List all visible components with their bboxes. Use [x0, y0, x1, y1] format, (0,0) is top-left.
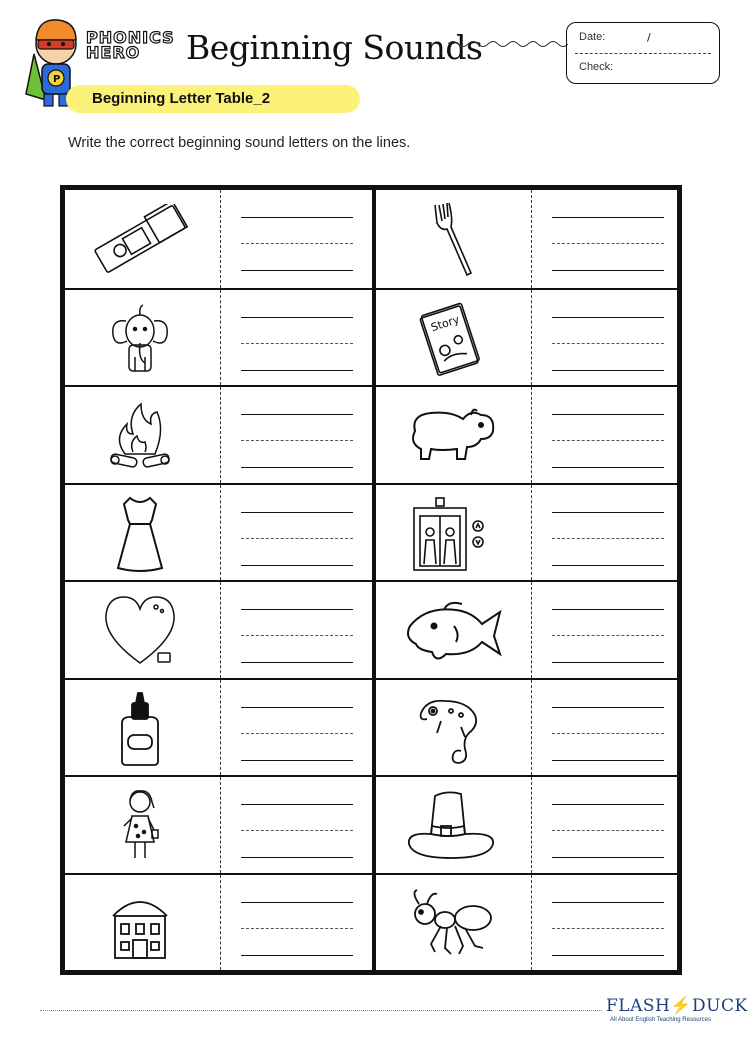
picture-divider	[220, 680, 221, 776]
table-row	[376, 775, 677, 873]
date-divider	[575, 53, 711, 54]
writing-line-base[interactable]	[552, 857, 664, 858]
writing-line-mid[interactable]	[552, 440, 664, 441]
girl-icon	[75, 787, 205, 865]
instruction-text: Write the correct beginning sound letters on the lines.	[68, 135, 411, 151]
picture-divider	[220, 190, 221, 288]
writing-line-mid[interactable]	[552, 733, 664, 734]
writing-line-mid[interactable]	[241, 243, 353, 244]
story-book-icon	[386, 300, 516, 378]
writing-line-top[interactable]	[552, 217, 664, 218]
writing-line-base[interactable]	[552, 370, 664, 371]
writing-line-top[interactable]	[241, 217, 353, 218]
picture-divider	[531, 582, 532, 678]
logo-line-1: PHONICS	[86, 28, 175, 47]
writing-line-base[interactable]	[241, 662, 353, 663]
writing-line-top[interactable]	[241, 804, 353, 805]
table-row	[376, 288, 677, 386]
writing-line-mid[interactable]	[241, 635, 353, 636]
picture-divider	[531, 875, 532, 971]
date-check-box	[566, 22, 720, 84]
chameleon-icon	[386, 690, 516, 768]
writing-line-mid[interactable]	[241, 733, 353, 734]
writing-line-mid[interactable]	[241, 343, 353, 344]
writing-line-top[interactable]	[552, 804, 664, 805]
writing-line-base[interactable]	[241, 857, 353, 858]
table-row	[65, 580, 372, 678]
writing-line-top[interactable]	[552, 902, 664, 903]
picture-divider	[531, 190, 532, 288]
writing-line-top[interactable]	[241, 317, 353, 318]
writing-line-base[interactable]	[241, 467, 353, 468]
writing-line-mid[interactable]	[552, 830, 664, 831]
ant-icon	[386, 885, 516, 963]
writing-line-base[interactable]	[241, 270, 353, 271]
writing-line-top[interactable]	[552, 512, 664, 513]
table-row	[65, 288, 372, 386]
picture-divider	[220, 485, 221, 581]
brand-part-1: FLASH	[606, 996, 671, 1016]
heart-icon	[75, 592, 205, 670]
squiggle-decoration	[448, 38, 568, 50]
fish-icon	[386, 592, 516, 670]
writing-line-top[interactable]	[241, 609, 353, 610]
brand-tagline: All About English Teaching Resources	[610, 1017, 711, 1023]
beginning-letter-table	[60, 185, 682, 975]
hat-icon	[386, 787, 516, 865]
house-icon	[75, 885, 205, 963]
lightning-bolt-icon: ⚡	[670, 996, 693, 1016]
svg-text:P: P	[53, 74, 61, 85]
picture-divider	[220, 387, 221, 483]
table-row	[65, 483, 372, 581]
glue-icon	[75, 690, 205, 768]
picture-divider	[220, 875, 221, 971]
picture-divider	[531, 680, 532, 776]
writing-line-top[interactable]	[241, 414, 353, 415]
writing-line-top[interactable]	[241, 512, 353, 513]
gum-icon	[75, 200, 205, 278]
footer-divider	[40, 1010, 602, 1011]
writing-line-mid[interactable]	[552, 928, 664, 929]
dress-icon	[75, 495, 205, 573]
writing-line-base[interactable]	[241, 760, 353, 761]
writing-line-mid[interactable]	[241, 538, 353, 539]
table-row	[376, 678, 677, 776]
left-column	[65, 190, 372, 970]
logo-line-2: HERO	[86, 43, 141, 62]
writing-line-base[interactable]	[552, 760, 664, 761]
writing-line-top[interactable]	[241, 902, 353, 903]
worksheet-title: Beginning Sounds	[186, 28, 483, 67]
phonics-hero-logo	[86, 30, 182, 60]
picture-divider	[531, 777, 532, 873]
writing-line-top[interactable]	[552, 317, 664, 318]
writing-line-base[interactable]	[241, 955, 353, 956]
writing-line-top[interactable]	[241, 707, 353, 708]
writing-line-base[interactable]	[552, 662, 664, 663]
writing-line-base[interactable]	[552, 955, 664, 956]
writing-line-base[interactable]	[241, 565, 353, 566]
writing-line-mid[interactable]	[552, 635, 664, 636]
table-row	[65, 678, 372, 776]
picture-divider	[531, 387, 532, 483]
svg-text:Story: Story	[429, 312, 461, 334]
writing-line-top[interactable]	[552, 707, 664, 708]
writing-line-mid[interactable]	[241, 928, 353, 929]
writing-line-mid[interactable]	[552, 538, 664, 539]
table-row	[376, 190, 677, 288]
writing-line-mid[interactable]	[241, 830, 353, 831]
date-label: Date:	[579, 31, 606, 43]
writing-line-mid[interactable]	[552, 243, 664, 244]
table-row	[65, 775, 372, 873]
table-row	[65, 190, 372, 288]
writing-line-mid[interactable]	[552, 343, 664, 344]
hippo-icon	[386, 397, 516, 475]
table-row	[376, 483, 677, 581]
picture-divider	[531, 290, 532, 386]
writing-line-base[interactable]	[241, 370, 353, 371]
writing-line-base[interactable]	[552, 467, 664, 468]
picture-divider	[220, 777, 221, 873]
picture-divider	[531, 485, 532, 581]
table-row	[376, 385, 677, 483]
writing-line-mid[interactable]	[241, 440, 353, 441]
fork-icon	[386, 200, 516, 278]
brand-part-2: DUCK	[692, 996, 748, 1016]
elevator-icon	[386, 495, 516, 573]
writing-line-base[interactable]	[552, 565, 664, 566]
writing-line-base[interactable]	[552, 270, 664, 271]
elephant-icon	[75, 300, 205, 378]
worksheet-subtitle: Beginning Letter Table_2	[92, 90, 271, 107]
picture-divider	[220, 290, 221, 386]
picture-divider	[220, 582, 221, 678]
writing-line-top[interactable]	[552, 609, 664, 610]
fire-icon	[75, 397, 205, 475]
right-column	[376, 190, 677, 970]
table-row	[65, 873, 372, 971]
check-label: Check:	[579, 61, 614, 73]
date-separator: /	[647, 31, 651, 44]
table-row	[376, 873, 677, 971]
table-row	[376, 580, 677, 678]
writing-line-top[interactable]	[552, 414, 664, 415]
table-row	[65, 385, 372, 483]
flashduck-logo	[606, 996, 748, 1016]
